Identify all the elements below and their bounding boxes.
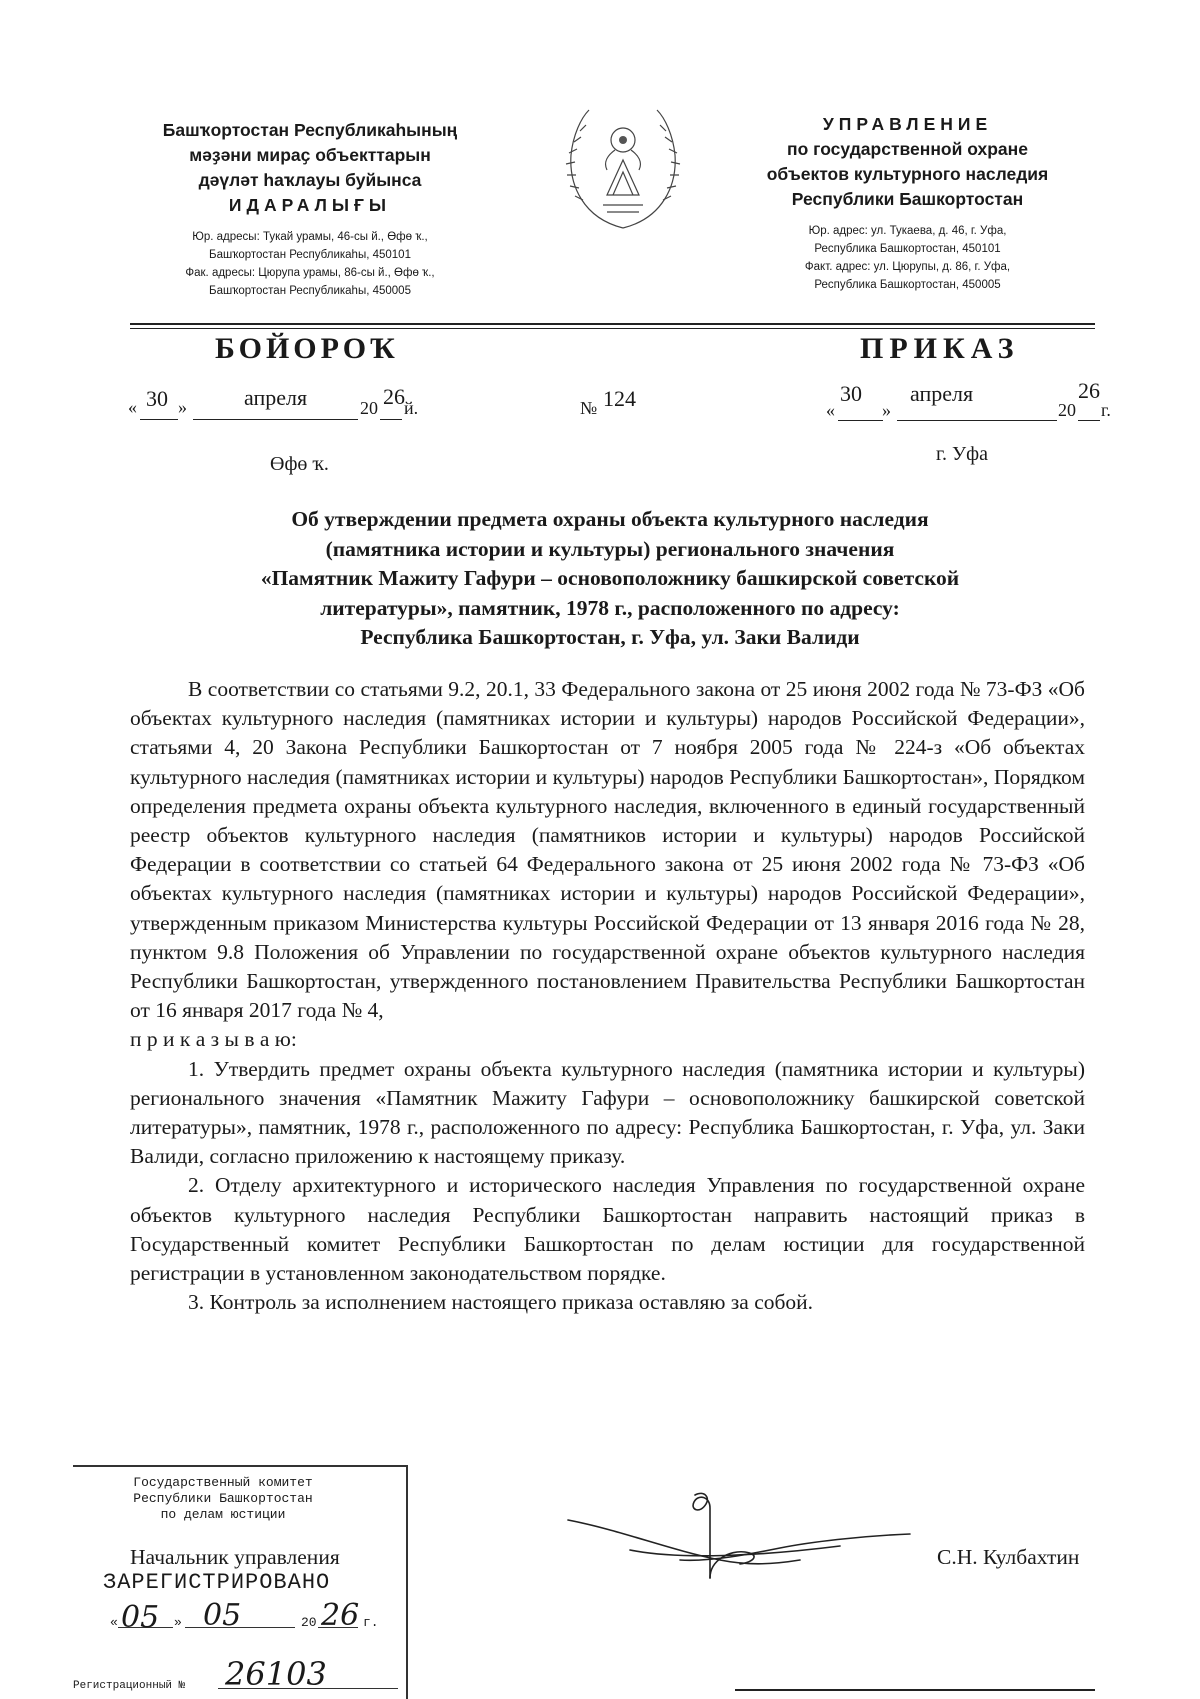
date-left-day-line [140,419,178,420]
registration-stamp [73,1465,408,1699]
city-ba: Өфө ҡ. [270,453,329,475]
address-line: Факт. адрес: ул. Цюрупы, д. 86, г. Уфа, [804,261,1011,273]
date-right-year: 26 [1078,378,1100,403]
stamp-close-quote: » [174,1615,182,1630]
address-line: Юр. адресы: Тукай урамы, 46-сы й., Өфө ҡ., [192,231,428,243]
header-right-org [735,112,1080,294]
date-left-year: 26 [383,384,405,409]
address-line: Башҡортостан Республикаһы, 450005 [209,285,411,297]
document-body [130,675,1085,1317]
document-title-line: (памятника истории и культуры) регионального значения [325,536,895,561]
date-left-year-prefix: 20 [360,398,378,418]
stamp-org-line: по делам юстиции [160,1507,286,1522]
stamp-registered: ЗАРЕГИСТРИРОВАНО [103,1570,331,1595]
date-left-day: 30 [146,386,168,411]
preamble-paragraph: В соответствии со статьями 9.2, 20.1, 33 Федерального закона от 25 июня 2002 года № 73-ФЗ «Об объектах культурного наследия (памятниках истории и культуры) народов Российской Федерации», статьями 4, 20 Закона Республики Башкортостан от 7 ноября 2005 года № 224-з «Об объектах культурного наследия (памятниках истории и культуры) народов Республики Башкортостан», Порядком определения предмета охраны объекта культурного наследия, включенного в единый государственный реестр объектов культурного наследия (памятников истории и культуры) народов Российской Федерации в соответствии со статьей 64 Федерального закона от 25 июня 2002 года № 73-ФЗ «Об объектах культурного наследия (памятниках истории и культуры) народов Российской Федерации», утвержденным приказом Министерства культуры Российской Федерации от 13 января 2016 года № 28, пунктом 9.8 Положения об Управлении по государственной охране объектов культурного наследия Республики Башкортостан, утвержденного постановлением Правительства Республики Башкортостан от 16 января 2017 года № 4, [130,677,1085,1023]
order-title-ru: ПРИКАЗ [860,332,1020,365]
stamp-month: 05 [203,1598,242,1633]
date-right-open-quote: « [826,400,835,420]
signatory-name: С.Н. Кулбахтин [937,1545,1080,1569]
signatory-position: Начальник управления [130,1545,340,1569]
stamp-org-line: Государственный комитет [133,1475,313,1490]
date-right-close-quote: » [882,400,891,420]
date-right-suffix: г. [1101,400,1111,420]
stamp-org [73,1475,373,1523]
date-left-year-line [380,419,402,420]
address-ru [735,222,1080,294]
org-line-ru-3: Республики Башкортостан [791,189,1024,209]
org-line-ba-3: дәүләт һаҡлауы буйынса [198,170,422,190]
date-right-day-line [838,420,883,421]
org-line-ba-1: Башҡортостан Республикаһының [162,120,458,140]
order-word: п р и к а з ы в а ю: [130,1027,297,1052]
bottom-rule [735,1689,1095,1691]
date-right-day: 30 [840,381,862,406]
header-divider-thin [130,328,1095,329]
document-title-line: Об утверждении предмета охраны объекта культурного наследия [291,507,929,531]
stamp-reg-number: 26103 [225,1655,327,1693]
city-ru: г. Уфа [936,443,988,465]
stamp-open-quote: « [110,1615,118,1630]
date-right-month-line [897,420,1057,421]
org-name-ba: ИДАРАЛЫҒЫ [228,195,392,215]
date-left-open-quote: « [128,397,137,417]
date-left-close-quote: » [178,397,187,417]
address-line: Республика Башкортостан, 450005 [814,279,1001,291]
stamp-year-suffix: г. [363,1615,379,1630]
stamp-org-line: Республики Башкортостан [133,1491,313,1506]
stamp-day: 05 [121,1600,160,1635]
header-left-org [120,118,500,300]
stamp-year-prefix: 20 [301,1615,317,1630]
coat-of-arms-emblem [563,100,683,240]
order-title-ba: БОЙОРОҠ [215,332,399,365]
date-left-month-line [193,419,358,420]
date-right-year-line [1078,420,1100,421]
document-title [160,505,1060,653]
address-line: Юр. адрес: ул. Тукаева, д. 46, г. Уфа, [808,225,1007,237]
order-item-3: 3. Контроль за исполнением настоящего приказа оставляю за собой. [188,1290,814,1315]
address-ba [120,228,500,300]
signature-image [560,1490,920,1580]
stamp-year: 26 [321,1598,360,1633]
order-number: 124 [603,386,636,411]
document-title-line: литературы», памятник, 1978 г., расположенного по адресу: [320,595,900,620]
address-line: Фак. адресы: Цюрупа урамы, 86-сы й., Өфө ҡ., [185,267,435,279]
date-right-month: апреля [910,381,974,406]
date-left-suffix: й. [404,398,419,418]
org-line-ru-1: по государственной охране [787,139,1028,159]
document-title-line: Республика Башкортостан, г. Уфа, ул. Заки Валиди [360,625,860,649]
order-item-2: 2. Отделу архитектурного и исторического наследия Управления по государственной охране объектов культурного наследия Республики Башкортостан направить настоящий приказ в Государственный комитет Республики Башкортостан по делам юстиции для государственной регистрации в установленном законодательством порядке. [130,1173,1085,1286]
address-line: Башҡортостан Республикаһы, 450101 [209,249,411,261]
org-line-ba-2: мәҙәни мираҫ объекттарын [189,145,431,165]
address-line: Республика Башкортостан, 450101 [814,243,1001,255]
org-line-ru-2: объектов культурного наследия [766,164,1049,184]
header-divider [130,323,1095,325]
order-number-label: № [580,398,598,418]
date-right-year-prefix: 20 [1058,400,1076,420]
date-left-month: апреля [244,385,308,410]
order-item-1: 1. Утвердить предмет охраны объекта культурного наследия (памятника истории и культуры) регионального значения «Памятник Мажиту Гафури – основоположнику башкирской советской литературы», памятник, 1978 г., расположенного по адресу: Республика Башкортостан, г. Уфа, ул. Заки Валиди, согласно приложению к настоящему приказу. [130,1056,1085,1169]
document-title-line: «Памятник Мажиту Гафури – основоположнику башкирской советской [260,566,960,590]
stamp-reg-label: Регистрационный № [73,1680,186,1692]
org-name-ru: УПРАВЛЕНИЕ [822,114,993,134]
